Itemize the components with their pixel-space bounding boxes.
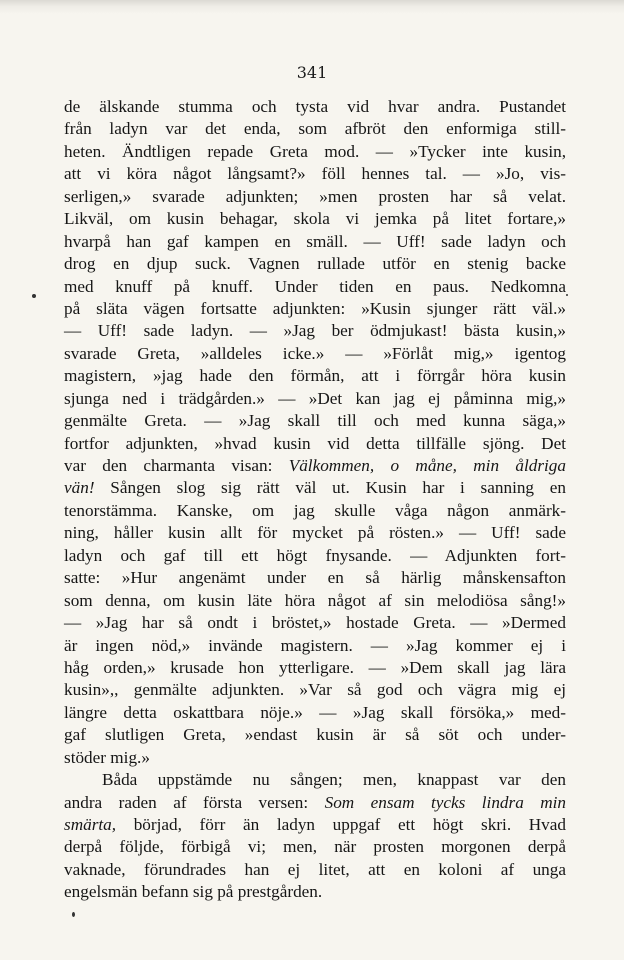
text-segment: svarade Greta, »alldeles icke.» — »Förlåt mig,» igentog [64, 343, 566, 363]
text-segment: Likväl, om kusin behagar, skola vi jemka på litet fortare,» [64, 209, 566, 229]
text-line [64, 769, 566, 791]
italic-text: vän! [64, 478, 95, 498]
text-segment: sjunga ned i trädgården.» — »Det kan jag ej påminna mig,» [64, 388, 566, 408]
text-segment: hvarpå han gaf kampen en smäll. — Uff! sade ladyn och [64, 231, 566, 251]
text-line [64, 320, 566, 342]
text-segment: drog en djup suck. Vagnen rullade utför en stenig backe [64, 254, 566, 274]
text-segment: ning, håller kusin allt för mycket på rösten.» — Uff! sade [64, 523, 566, 543]
text-segment: heten. Ändtligen repade Greta mod. — »Tycker inte kusin, [64, 141, 566, 161]
ink-speck [72, 912, 75, 917]
text-segment: kusin»,, genmälte adjunkten. »Var så god och vägra mig ej [64, 680, 566, 700]
text-line [64, 522, 566, 544]
text-segment: engelsmän befann sig på prestgården. [64, 882, 323, 902]
text-line [64, 163, 566, 185]
text-segment: som denna, om kusin läte höra något af sin melodiösa sång!» [64, 590, 566, 610]
ink-speck [566, 294, 568, 296]
text-line [64, 635, 566, 657]
text-segment: de älskande stumma och tysta vid hvar andra. Pustandet [64, 97, 566, 116]
text-line [64, 747, 566, 769]
text-line [64, 118, 566, 140]
text-segment: är ingen nöd,» invände magistern. — »Jag kommer ej i [64, 635, 566, 655]
text-segment: att vi köra något långsamt?» föll hennes tal. — »Jo, vis- [64, 164, 566, 184]
text-segment: börjad, förr än ladyn uppgaf ett högt skri. Hvad [116, 815, 566, 834]
text-line [64, 859, 566, 881]
text-segment: satte: »Hur angenämt under en så härlig månskensafton [64, 568, 566, 588]
text-segment: ladyn och gaf till ett högt fnysande. — Adjunkten fort- [64, 545, 566, 565]
text-line [64, 836, 566, 858]
body-text [64, 96, 566, 904]
text-line [64, 298, 566, 320]
text-segment: tenorstämma. Kanske, om jag skulle våga någon anmärk- [64, 500, 566, 520]
text-segment: från ladyn var det enda, som afbröt den enformiga still- [64, 119, 566, 139]
text-line [64, 724, 566, 746]
text-line [64, 96, 566, 118]
text-line [64, 814, 566, 836]
text-segment: med knuff på knuff. Under tiden en paus. Nedkomna [64, 276, 566, 296]
text-line [64, 500, 566, 522]
ink-speck [32, 294, 36, 298]
italic-text: smärta, [64, 815, 117, 834]
text-segment: Båda uppstämde nu sången; men, knappast var den [102, 770, 566, 790]
text-line [64, 477, 566, 499]
text-segment: på släta vägen fortsatte adjunkten: »Kusin sjunger rätt väl.» [64, 298, 566, 318]
text-line [64, 567, 566, 589]
text-line [64, 590, 566, 612]
text-line [64, 881, 566, 903]
text-line [64, 612, 566, 634]
text-segment: — »Jag har så ondt i bröstet,» hostade Greta. — »Dermed [64, 613, 566, 633]
text-line [64, 253, 566, 275]
text-line [64, 657, 566, 679]
text-line [64, 433, 566, 455]
text-segment: gaf slutligen Greta, »endast kusin är så söt och under- [64, 725, 566, 745]
italic-text: Som ensam tycks lindra min [324, 792, 566, 812]
text-line [64, 141, 566, 163]
text-line [64, 388, 566, 410]
italic-text: Välkommen, o måne, min åldriga [288, 456, 566, 475]
text-line [64, 545, 566, 567]
text-line [64, 702, 566, 724]
text-line [64, 276, 566, 298]
text-segment: längre detta oskattbara nöje.» — »Jag skall försöka,» med- [64, 702, 566, 722]
text-segment: vaknade, förundrades han ej litet, att en koloni af unga [64, 859, 566, 879]
page-number: 341 [296, 63, 328, 82]
text-segment: genmälte Greta. — »Jag skall till och med kunna säga,» [64, 411, 566, 431]
text-line [64, 455, 566, 477]
text-segment: serligen,» svarade adjunkten; »men prosten har så velat. [64, 186, 566, 206]
text-line [64, 792, 566, 814]
text-segment: håg orden,» krusade hon ytterligare. — »Dem skall jag lära [64, 657, 566, 677]
text-line [64, 186, 566, 208]
text-line [64, 365, 566, 387]
text-segment: fortfor adjunkten, »hvad kusin vid detta tillfälle sjöng. Det [64, 433, 566, 453]
text-segment: derpå följde, förbigå vi; men, när prosten morgonen derpå [64, 837, 566, 857]
text-segment: andra raden af första versen: [64, 792, 325, 812]
text-line [64, 410, 566, 432]
text-segment: — Uff! sade ladyn. — »Jag ber ödmjukast! bästa kusin,» [64, 321, 566, 341]
text-segment: var den charmanta visan: [64, 456, 289, 475]
text-segment: stöder mig.» [64, 747, 150, 767]
text-line [64, 679, 566, 701]
text-segment: magistern, »jag hade den förmån, att i förrgår höra kusin [64, 366, 566, 386]
text-line [64, 231, 566, 253]
text-segment: Sången slog sig rätt väl ut. Kusin har i sanning en [94, 478, 566, 498]
text-line [64, 343, 566, 365]
text-line [64, 208, 566, 230]
